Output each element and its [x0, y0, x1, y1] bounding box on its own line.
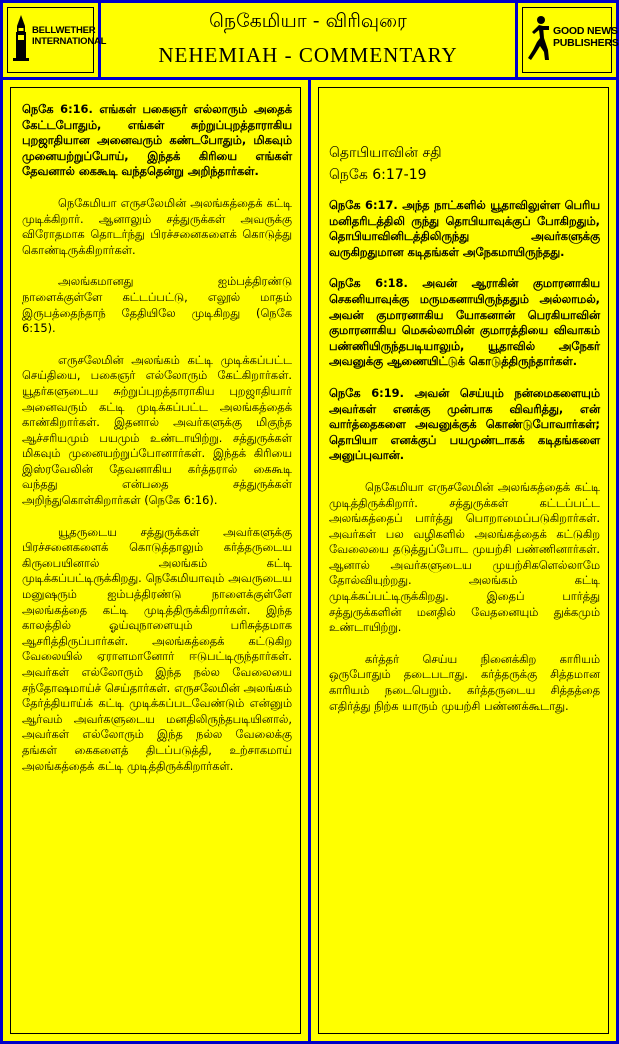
left-column-content [10, 87, 301, 1034]
header-title [101, 3, 515, 77]
paragraph: கர்த்தர் செய்ய நினைக்கிற காரியம் ஒருபோதும் தடைபடாது. கர்த்தருக்கு சித்தமான காரியம் நடைபெறும். கர்த்தருடைய சித்தத்தை எதிர்த்து நிற்க யாரும் முயற்சி பண்ணக்கூடாது. [329, 651, 600, 713]
logo-border [7, 7, 107, 73]
bell-tower-icon [11, 14, 31, 62]
bellwether-logo [3, 3, 107, 77]
right-column-content [318, 87, 609, 1034]
subtitle-line-2: நெகே 6:17-19 [329, 167, 427, 183]
verse-6-18: நெகே 6:18. அவன் ஆராகின் குமாரனாகிய செகனியாவுக்கு மருமகனாயிருந்ததும் அல்லாமல், அவன் குமாரனாகிய யோகனான் பெரகியாவின் குமாரனாகிய மெசுல்லாமின் குமாரத்தியை விவாகம் பண்ணியிருந்தபடியாலும், யூதாவில் அநேகர் அவனுக்கு ஆணையிட்டுக் கொடுத்திருந்தார்கள். [329, 276, 600, 369]
runner-icon [527, 14, 551, 62]
header [3, 3, 619, 80]
paragraph: நெகேமியா எருசலேமின் அலங்கத்தைக் கட்டி முடித்திருக்கிறார். சத்துருக்கள் கட்டப்பட்ட அலங்கத்தைப் பார்த்து பொறாமைப்படுகிறார்கள். அவர்கள் பல வழிகளில் அலங்கத்தைக் கட்டுகிற வேலையை தடுத்துப்போட முயற்சி பண்ணினார்கள். ஆனால் அவர்களுடைய முயற்சிகளெல்லாமே தோல்வியுற்றது. அலங்கம் கட்டி முடிக்கப்பட்டிருக்கிறது. இதைப் பார்த்து சத்துருக்களின் மனதில் வேதனையும் துக்கமும் உண்டாயிற்று. [329, 479, 600, 635]
title-english: NEHEMIAH - COMMENTARY [158, 43, 458, 67]
title-tamil: நெகேமியா - விரிவுரை [209, 10, 407, 32]
logo-line-2: INTERNATIONAL [32, 36, 107, 47]
good-news-logo [515, 3, 619, 77]
verse-6-19: நெகே 6:19. அவன் செய்யும் நன்மைகளையும் அவர்கள் எனக்கு முன்பாக விவரித்து, என் வார்த்தைகளை அவனுக்குக் கொண்டுபோவார்கள்; தொபியா எனக்குப் பயமுண்டாகக் கடிதங்களை அனுப்புவான். [329, 385, 600, 463]
good-news-logo-text [553, 25, 619, 49]
logo-line-1: BELLWETHER [32, 25, 96, 36]
subtitle-line-1: தொபியாவின் சதி [329, 145, 442, 161]
paragraph: எருசலேமின் அலங்கம் கட்டி முடிக்கப்பட்ட செய்தியை, பகைஞர் எல்லோரும் கேட்கிறார்கள். யூதர்களுடைய சுற்றுப்புறத்தாராகிய புறஜாதியார் அனைவரும் கட்டி முடிக்கப்பட்ட அலங்கத்தைக் காண்கிறார்கள். இதனால் அவர்களுக்கு மிகுந்த ஆச்சரியமும் பயமும் உண்டாயிற்று. சத்துருக்கள் மிகவும் முனையற்றுப்போனார்கள். இந்தக் கிரியை இஸ்ரவேலின் தேவனாகிய கர்த்தரால் கைகூடி வந்தது என்பதை சத்துருக்கள் அறிந்துகொள்கிறார்கள் (நெகே 6:16). [22, 352, 292, 508]
logo-border [522, 7, 619, 73]
logo-line-2: PUBLISHERS [553, 37, 619, 49]
bellwether-logo-text [32, 25, 106, 47]
section-subtitle [329, 142, 600, 186]
verse-6-17: நெகே 6:17. அந்த நாட்களில் யூதாவிலுள்ள பெரிய மனிதரிடத்திலி ருந்து தொபியாவுக்குப் போகிறதும், தொபியாவினிடத்திலிருந்து அவர்களுக்கு வருகிறதுமான கடிதங்கள் அநேகமாயிருந்தது. [329, 198, 600, 259]
paragraph: நெகேமியா எருசலேமின் அலங்கத்தைக் கட்டி முடிக்கிறார். ஆனாலும் சத்துருக்கள் அவருக்கு விரோதமாக தொடர்ந்து பிரச்சனைகளைக் கொடுத்து கொண்டிருக்கிறார்கள். [22, 195, 292, 257]
right-column [311, 80, 616, 1041]
paragraph: யூதருடைய சத்துருக்கள் அவர்களுக்கு பிரச்சனைகளைக் கொடுத்தாலும் கர்த்தருடைய கிருபையினால் அலங்கம் கட்டி முடிக்கப்பட்டிருக்கிறது. நெகேமியாவும் அவருடைய மனுஷரும் ஐம்பத்திரண்டு நாளைக்குள்ளே அலங்கத்தை கட்டி முடித்திருக்கிறார்கள். இந்த காலத்தில் ஓய்வுநாளையும் பரிசுத்தமாக ஆசரித்திருப்பார்கள். அலங்கத்தைக் கட்டுகிற வேலையில் ஏராளமானோர் ஈடுபட்டிருந்தார்கள். அவர்கள் எல்லோரும் இந்த நல்ல வேலையை சந்தோஷமாய்ச் செய்தார்கள். எருசலேமின் அலங்கம் தேர்த்தியாய்க் கட்டி முடிக்கப்படவேண்டும் என்னும் ஆர்வம் அவர்களுடைய மனதிலிருந்தபடியினால், அவர்கள் எல்லோரும் இந்த நல்ல வேலைக்கு தங்கள் கைகளைத் திடப்படுத்தி, உற்சாகமாய் அலங்கத்தைக் கட்டி முடித்திருக்கிறார்கள். [22, 524, 292, 773]
paragraph: அலங்கமானது ஐம்பத்திரண்டு நாளைக்குள்ளே கட்டப்பட்டு, எலூல் மாதம் இருபத்தைந்தாந் தேதியிலே முடிகிறது (நெகே 6:15). [22, 274, 292, 336]
verse-6-16: நெகே 6:16. எங்கள் பகைஞர் எல்லாரும் அதைக் கேட்டபோதும், எங்கள் சுற்றுப்புறத்தாராகிய புறஜாதியான அனைவரும் கண்டபோதும், மிகவும் முனையற்றுப்போய், இந்தக் கிரியை எங்கள் தேவனால் கைகூடி வந்ததென்று அறிந்தார்கள். [22, 102, 292, 179]
logo-line-1: GOOD NEWS [553, 25, 618, 37]
left-column [3, 80, 311, 1041]
